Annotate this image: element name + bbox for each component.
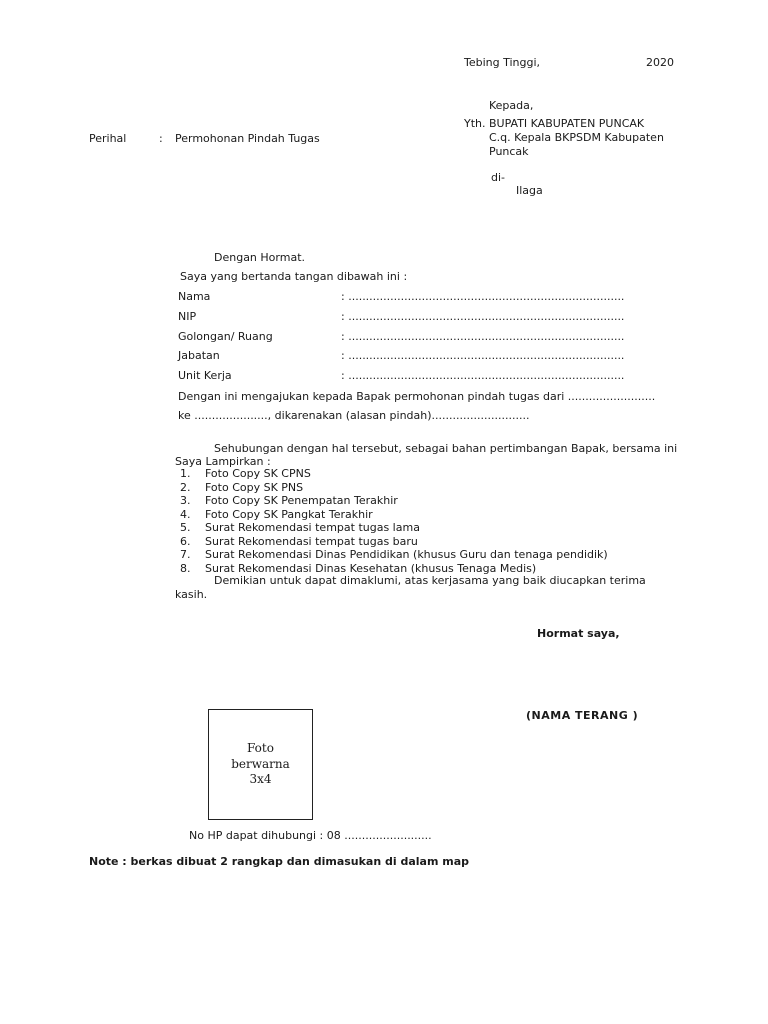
list-item-number: 8. — [180, 561, 191, 575]
field-value-jabatan: : ............................................................................... — [341, 349, 625, 362]
closing-line-2: kasih. — [175, 588, 208, 601]
recipient-city: Ilaga — [516, 184, 543, 197]
list-item-number: 5. — [180, 521, 191, 534]
list-item-number: 6. — [180, 534, 191, 548]
list-item-text: Foto Copy SK CPNS — [205, 467, 311, 480]
field-label-golongan: Golongan/ Ruang — [178, 330, 273, 343]
list-item-number: 4. — [180, 507, 191, 521]
list-item-text: Foto Copy SK Penempatan Terakhir — [205, 494, 398, 507]
photo-placeholder — [208, 709, 313, 820]
list-item — [180, 548, 608, 562]
field-label-unit-kerja: Unit Kerja — [178, 369, 232, 382]
request-line-1: Dengan ini mengajukan kepada Bapak permohonan pindah tugas dari ......................... — [178, 390, 656, 403]
list-item — [180, 535, 608, 549]
closing-intro-1: Sehubungan dengan hal tersebut, sebagai bahan pertimbangan Bapak, bersama ini — [214, 442, 678, 455]
list-item — [180, 508, 608, 522]
note-text: Note : berkas dibuat 2 rangkap dan dimasukan di dalam map — [89, 855, 470, 868]
intro-text: Saya yang bertanda tangan dibawah ini : — [180, 270, 408, 283]
signature-regards: Hormat saya, — [537, 627, 620, 640]
request-line-2: ke ....................., dikarenakan (alasan pindah)............................ — [178, 409, 530, 422]
photo-placeholder-text: Foto berwarna 3x4 — [231, 741, 290, 787]
list-item-text: Surat Rekomendasi tempat tugas lama — [205, 521, 420, 534]
recipient-cq-line1: C.q. Kepala BKPSDM Kabupaten — [489, 131, 664, 144]
list-item-text: Foto Copy SK Pangkat Terakhir — [205, 507, 373, 521]
field-label-jabatan: Jabatan — [178, 349, 220, 362]
list-item — [180, 481, 608, 495]
attachment-list — [180, 467, 608, 575]
recipient-di: di- — [491, 171, 506, 184]
field-value-unit-kerja: : ............................................................................... — [341, 369, 625, 382]
perihal-label: Perihal — [89, 132, 127, 145]
recipient-kepada: Kepada, — [489, 99, 534, 112]
field-value-nip: : ............................................................................... — [341, 310, 625, 323]
list-item — [180, 562, 608, 576]
closing-line-1: Demikian untuk dapat dimaklumi, atas kerjasama yang baik diucapkan terima — [214, 574, 646, 587]
field-label-nama: Nama — [178, 290, 211, 303]
list-item-text: Surat Rekomendasi Dinas Kesehatan (khusus Tenaga Medis) — [205, 561, 537, 575]
list-item-number: 2. — [180, 480, 191, 494]
list-item-number: 7. — [180, 548, 191, 561]
list-item-number: 3. — [180, 494, 191, 507]
closing-intro-2: Saya Lampirkan : — [175, 455, 271, 468]
list-item — [180, 494, 608, 508]
place-date: Tebing Tinggi, — [464, 56, 541, 69]
perihal-colon: : — [159, 132, 163, 145]
list-item-text: Surat Rekomendasi Dinas Pendidikan (khusus Guru dan tenaga pendidik) — [205, 548, 608, 561]
list-item — [180, 521, 608, 535]
letter-year: 2020 — [646, 56, 674, 69]
list-item-text: Foto Copy SK PNS — [205, 480, 304, 494]
recipient-cq-line2: Puncak — [489, 145, 529, 158]
perihal-value: Permohonan Pindah Tugas — [175, 132, 320, 145]
field-value-golongan: : ............................................................................... — [341, 330, 625, 343]
list-item-text: Surat Rekomendasi tempat tugas baru — [205, 534, 418, 548]
field-label-nip: NIP — [178, 310, 197, 323]
recipient-yth: Yth. BUPATI KABUPATEN PUNCAK — [464, 117, 645, 130]
list-item — [180, 467, 608, 481]
list-item-number: 1. — [180, 467, 191, 480]
contact-phone: No HP dapat dihubungi : 08 ......................... — [189, 829, 432, 842]
signature-name: (NAMA TERANG ) — [526, 709, 639, 722]
greeting: Dengan Hormat. — [214, 251, 305, 264]
field-value-nama: : ............................................................................... — [341, 290, 625, 303]
